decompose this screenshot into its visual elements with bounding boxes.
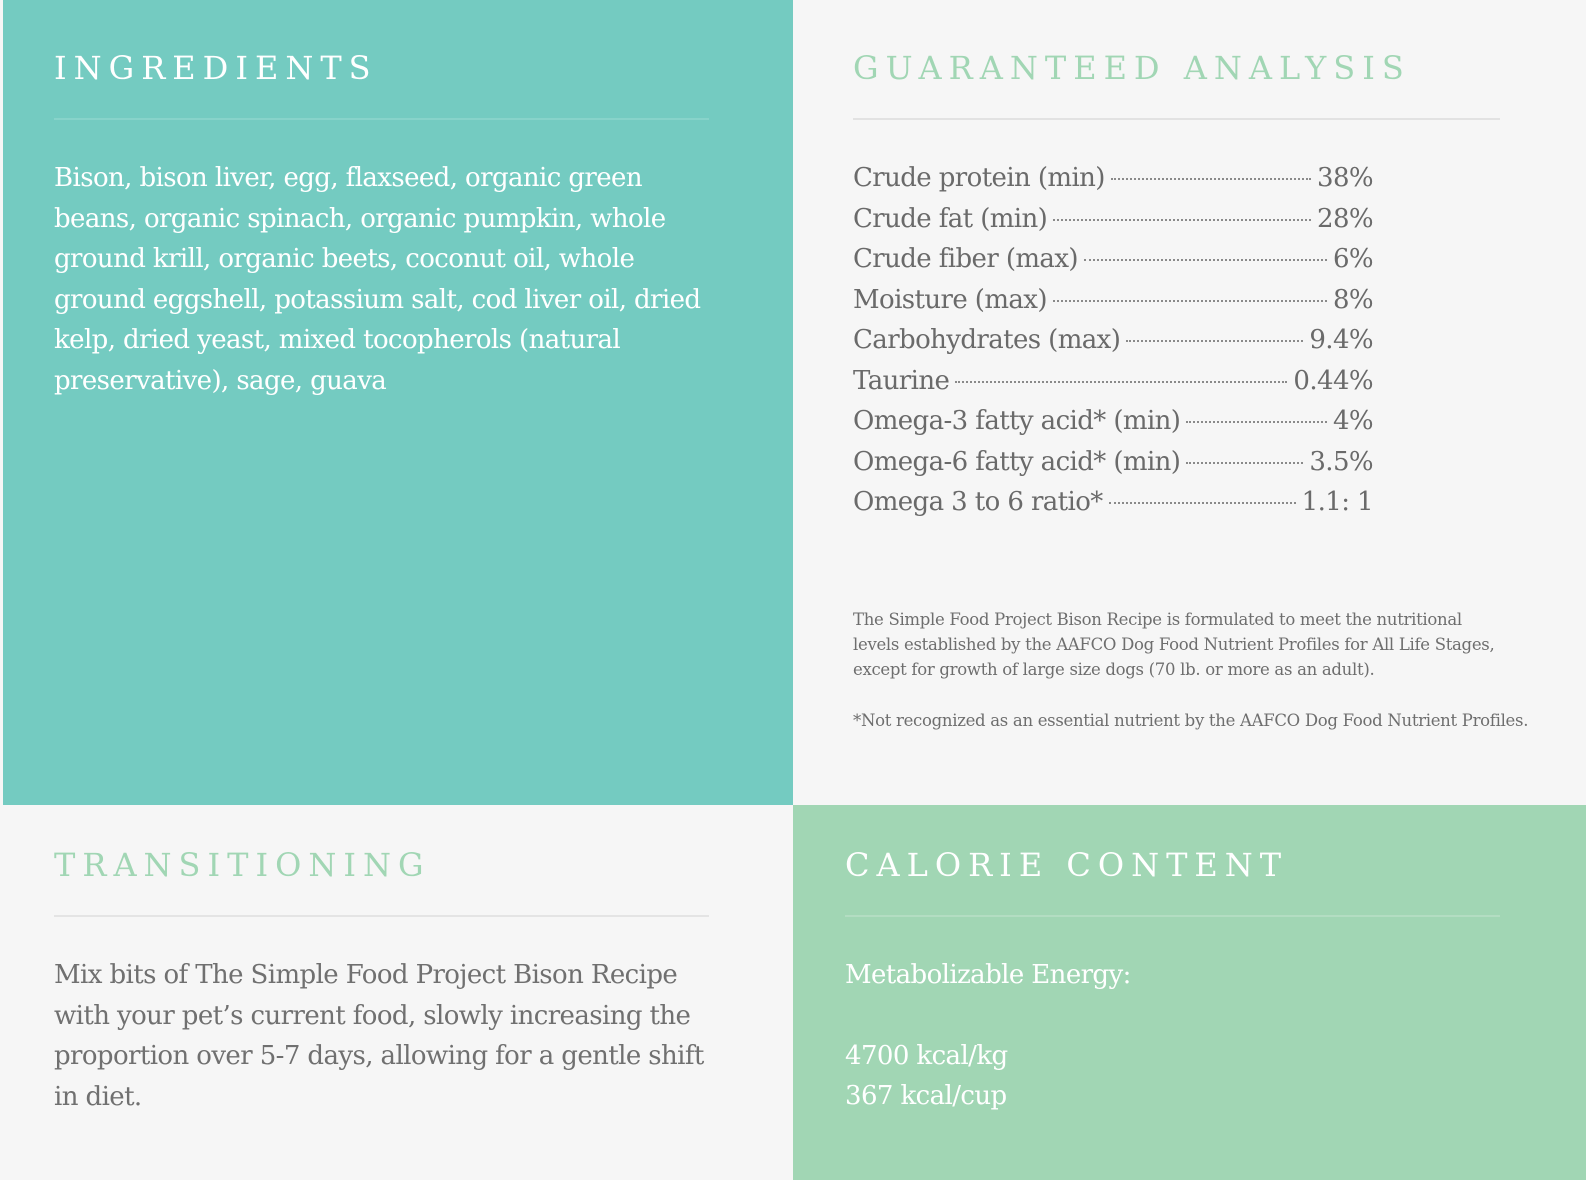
analysis-row xyxy=(853,320,1373,361)
leader-dots xyxy=(1084,259,1327,261)
ingredients-heading: INGREDIENTS xyxy=(54,49,378,87)
analysis-value: 1.1: 1 xyxy=(1301,487,1373,517)
calorie-values xyxy=(845,1036,1500,1117)
calorie-content-panel xyxy=(793,805,1586,1180)
analysis-name: Omega 3 to 6 ratio* xyxy=(853,487,1103,517)
calorie-per-kg: 4700 kcal/kg xyxy=(845,1040,1008,1071)
ingredients-panel xyxy=(3,0,793,805)
analysis-row xyxy=(853,442,1373,483)
metabolizable-energy-label: Metabolizable Energy: xyxy=(845,960,1131,990)
leader-dots xyxy=(1053,300,1327,302)
analysis-name: Crude fiber (max) xyxy=(853,244,1078,274)
analysis-row xyxy=(853,280,1373,321)
analysis-value: 8% xyxy=(1332,284,1373,315)
ingredients-text: Bison, bison liver, egg, flaxseed, organic green beans, organic spinach, organic pumpkin, whole ground krill, organic beets, coconut oil, whole ground eggshell, potassium salt, cod liver oil, dried kelp, dried yeast, mixed tocopherols (natural preservative), sage, guava xyxy=(54,163,701,396)
analysis-name: Carbohydrates (max) xyxy=(853,325,1121,355)
leader-dots xyxy=(1109,502,1296,504)
leader-dots xyxy=(955,381,1287,383)
analysis-name: Omega-3 fatty acid* (min) xyxy=(853,406,1181,436)
analysis-name: Moisture (max) xyxy=(853,284,1047,315)
analysis-divider xyxy=(853,118,1500,120)
transitioning-text: Mix bits of The Simple Food Project Bison Recipe with your pet’s current food, slowly increasing the proportion over 5-7 days, allowing for a gentle shift in diet. xyxy=(54,960,704,1112)
analysis-value: 0.44% xyxy=(1293,365,1373,396)
analysis-name: Omega-6 fatty acid* (min) xyxy=(853,446,1181,477)
calorie-heading: CALORIE CONTENT xyxy=(845,846,1289,884)
analysis-value: 3.5% xyxy=(1309,446,1373,477)
guaranteed-analysis-panel xyxy=(793,0,1586,805)
aafco-footnote: *Not recognized as an essential nutrient by the AAFCO Dog Food Nutrient Profiles. xyxy=(853,710,1529,730)
analysis-value: 28% xyxy=(1317,203,1373,234)
leader-dots xyxy=(1111,178,1311,180)
analysis-heading: GUARANTEED ANALYSIS xyxy=(853,49,1411,87)
transitioning-heading: TRANSITIONING xyxy=(54,846,431,884)
analysis-value: 4% xyxy=(1332,406,1373,436)
analysis-name: Crude protein (min) xyxy=(853,163,1105,193)
analysis-row xyxy=(853,401,1373,442)
transitioning-divider xyxy=(54,915,709,917)
analysis-value: 9.4% xyxy=(1309,325,1373,355)
analysis-row xyxy=(853,199,1373,240)
analysis-row xyxy=(853,361,1373,402)
leader-dots xyxy=(1186,421,1327,423)
analysis-name: Taurine xyxy=(853,365,950,396)
leader-dots xyxy=(1053,219,1311,221)
leader-dots xyxy=(1126,340,1303,342)
transitioning-panel xyxy=(3,805,793,1180)
analysis-name: Crude fat (min) xyxy=(853,203,1048,234)
aafco-statement: The Simple Food Project Bison Recipe is formulated to meet the nutritional levels established by the AAFCO Dog Food Nutrient Profiles for All Life Stages, except for growth of large size dogs (70 lb. or more as an adult). xyxy=(853,609,1495,679)
calorie-per-cup: 367 kcal/cup xyxy=(845,1081,1007,1111)
analysis-value: 6% xyxy=(1332,244,1373,274)
leader-dots xyxy=(1186,462,1303,464)
ingredients-divider xyxy=(54,118,709,120)
analysis-row xyxy=(853,239,1373,280)
analysis-row xyxy=(853,482,1373,523)
analysis-value: 38% xyxy=(1317,163,1373,193)
analysis-list xyxy=(853,158,1373,523)
calorie-divider xyxy=(845,915,1500,917)
analysis-row xyxy=(853,158,1373,199)
